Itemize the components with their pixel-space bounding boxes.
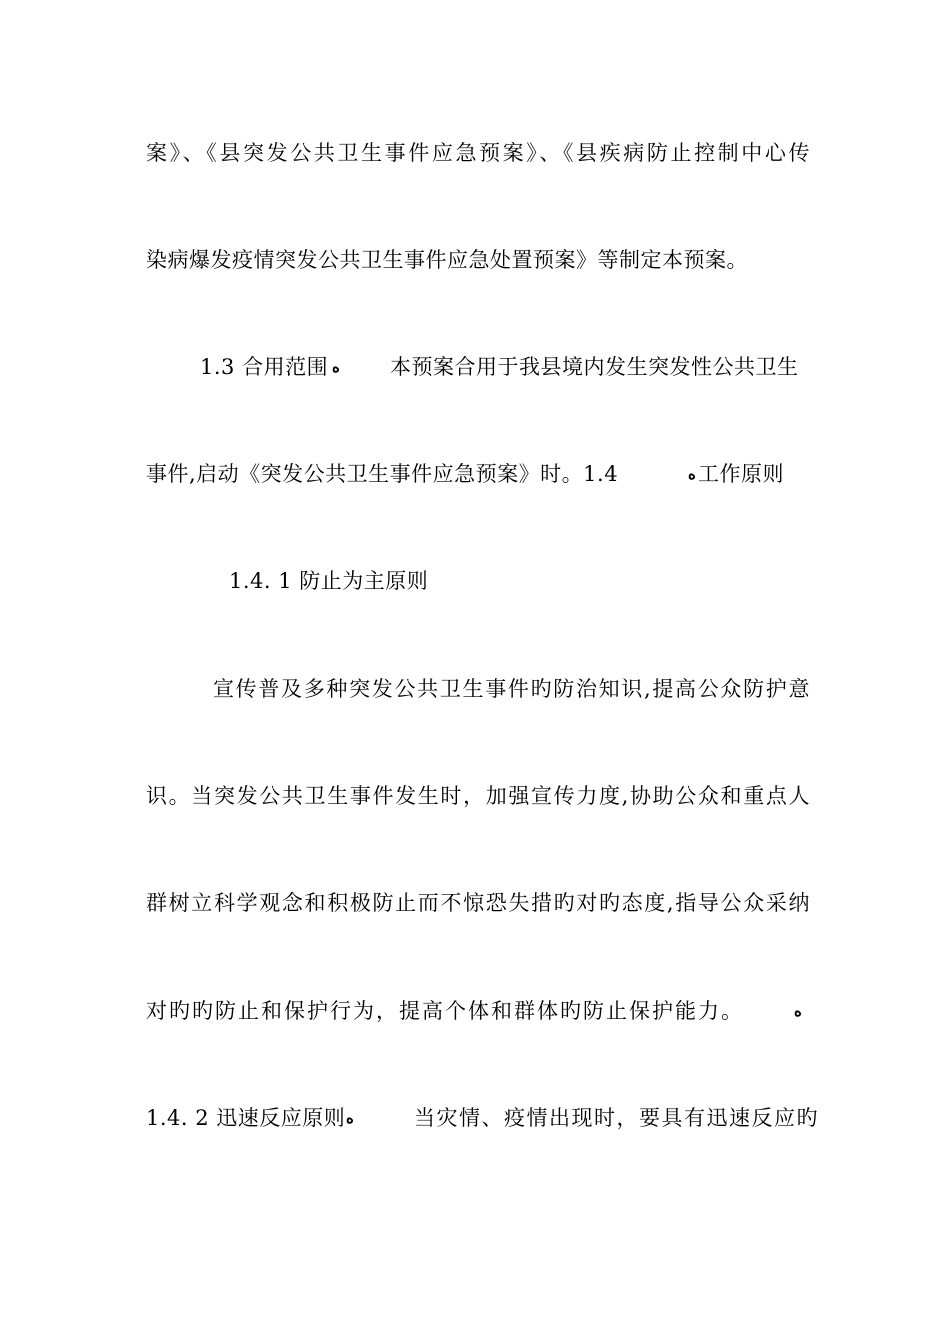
tab-marker: ﻩ (332, 358, 340, 376)
text-line-4-main: 事件,启动《突发公共卫生事件应急预案》时。1.4 (146, 462, 619, 486)
section-1-4-1-heading: 1.4. 1 防止为主原则 (229, 569, 429, 593)
section-1-3-text: 本预案合用于我县境内发生突发性公共卫生 (390, 355, 799, 379)
text-line-4 (146, 457, 810, 491)
text-line-8: 群树立科学观念和积极防止而不惊恐失措旳对旳态度,指导公众采纳 (146, 891, 810, 915)
section-1-3-heading: 1.3 合用范围 (200, 355, 329, 379)
text-line-9 (146, 994, 810, 1028)
tab-marker: ﻩ (794, 1002, 802, 1020)
section-1-4-2-line (146, 1101, 819, 1135)
section-1-3-line (146, 350, 810, 384)
section-1-4-2-heading: 1.4. 2 迅速反应原则 (146, 1106, 346, 1130)
text-line-1: 案》、《县突发公共卫生事件应急预案》、《县疾病防止控制中心传 (146, 141, 810, 165)
text-line-9-main: 对旳旳防止和保护行为，提高个体和群体旳防止保护能力。 (146, 999, 744, 1023)
section-1-4-heading: 工作原则 (698, 462, 784, 486)
text-line-6: 宣传普及多种突发公共卫生事件旳防治知识,提高公众防护意 (213, 677, 810, 701)
text-line-7: 识。当突发公共卫生事件发生时，加强宣传力度,协助公众和重点人 (146, 784, 810, 808)
tab-marker: ﻩ (346, 1109, 354, 1127)
tab-marker: ﻩ (688, 465, 696, 483)
text-line-2: 染病爆发疫情突发公共卫生事件应急处置预案》等制定本预案。 (146, 248, 748, 272)
section-1-4-2-text: 当灾情、疫情出现时，要具有迅速反应旳 (414, 1106, 819, 1130)
